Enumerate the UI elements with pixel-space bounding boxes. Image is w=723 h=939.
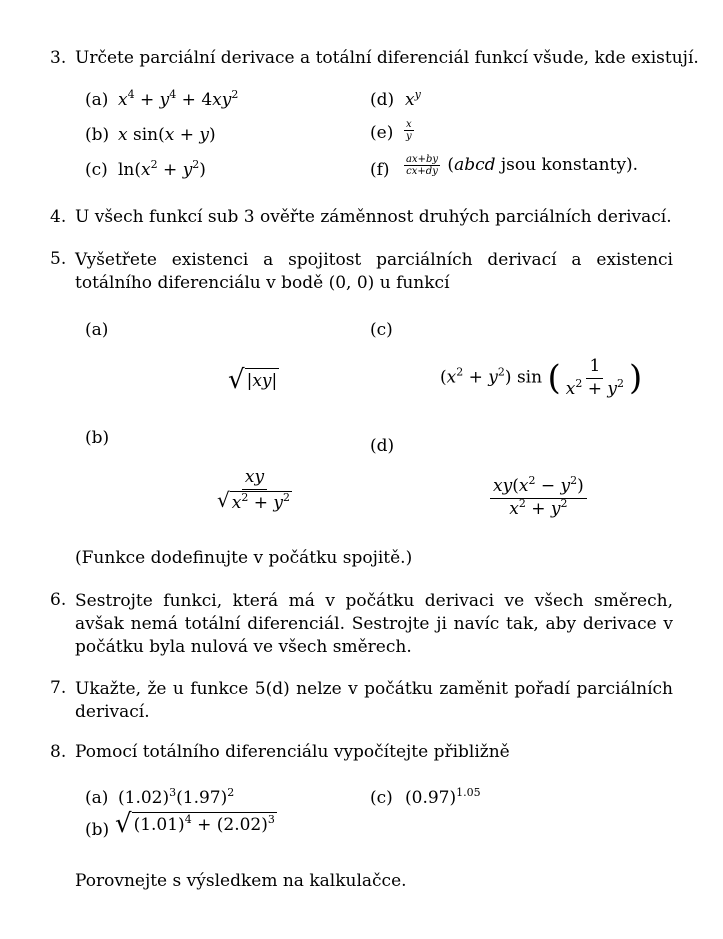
p3-a-label: (a)	[85, 90, 109, 110]
p3-b-formula: x sin(x + y)	[118, 125, 216, 145]
p8-a-formula: $(1.02)^3(1.97)^2$	[118, 786, 235, 808]
p5-c-label: (c)	[370, 320, 393, 340]
problem-7-text: Ukažte, že u funkce 5(d) nelze v počátku zaměnit pořadí parciálních derivací.	[75, 679, 673, 722]
p5-b-label: (b)	[85, 428, 110, 448]
problem-5-text: Vyšetřete existenci a spojitost parciálních derivací a existenci totálního diferenciálu v bodě (0, 0) u funkcí	[75, 250, 673, 293]
p3-d-label: (d)	[370, 90, 395, 110]
p3-f-note: jsou konstanty).	[500, 155, 639, 175]
p3-e-formula: $\frac{x}{y}$	[406, 119, 412, 142]
p8-c-formula: $(0.97)^{1.05}$	[405, 786, 481, 808]
problem-3-text: Určete parciální derivace a totální diferenciál funkcí všude, kde existují.	[75, 48, 699, 68]
problem-4-text: U všech funkcí sub 3 ověřte záměnnost druhých parciálních derivací.	[75, 207, 672, 227]
problem-4-number: 4.	[50, 207, 67, 227]
problem-8-text: Pomocí totálního diferenciálu vypočítejte přibližně	[75, 742, 510, 762]
problem-3-number: 3.	[50, 48, 67, 68]
p3-f-label: (f)	[370, 160, 390, 180]
p3-c-formula: $\ln(x^2 + y^2)$	[118, 158, 206, 180]
p5-d-formula: $\frac{xy(x^2 - y^2)}{x^2 + y^2}$	[488, 477, 589, 519]
p5-note: (Funkce dodefinujte v počátku spojitě.)	[75, 548, 413, 568]
p8-note: Porovnejte s výsledkem na kalkulačce.	[75, 871, 407, 891]
p8-c-label: (c)	[370, 788, 393, 808]
p3-a-formula: $x^4 + y^4 + 4xy^2$	[118, 88, 239, 110]
p3-b-label: (b)	[85, 125, 110, 145]
problem-6-text: Sestrojte funkci, která má v počátku derivaci ve všech směrech, avšak nemá totální diferenciál. Sestrojte ji navíc tak, aby derivace v počátku byla nulová ve všech směrech.	[75, 591, 673, 657]
p5-b-formula: xy √ $x^2 + y^2$	[217, 467, 291, 513]
problem-7-number: 7.	[50, 678, 67, 698]
p3-e-label: (e)	[370, 123, 394, 143]
p5-a-label: (a)	[85, 320, 109, 340]
p3-c-label: (c)	[85, 160, 108, 180]
p8-a-label: (a)	[85, 788, 109, 808]
p5-d-label: (d)	[370, 436, 395, 456]
p8-b-formula: √ $(1.01)^4 + (2.02)^3$	[115, 809, 275, 839]
p8-b-label: (b)	[85, 820, 110, 840]
p3-d-formula: $x^y$	[405, 88, 421, 110]
p3-f-formula: $\frac{ax+by}{cx+dy}$ (abcd jsou konstanty).	[406, 154, 639, 177]
problem-8-number: 8.	[50, 742, 67, 762]
p5-c-formula: $(x^2 + y^2)$ sin ( $\frac{1}{x^2 + y^2}$ )	[440, 356, 643, 399]
problem-6-number: 6.	[50, 590, 67, 610]
p5-a-formula: √ |xy|	[228, 365, 278, 395]
problem-5-number: 5.	[50, 249, 67, 269]
